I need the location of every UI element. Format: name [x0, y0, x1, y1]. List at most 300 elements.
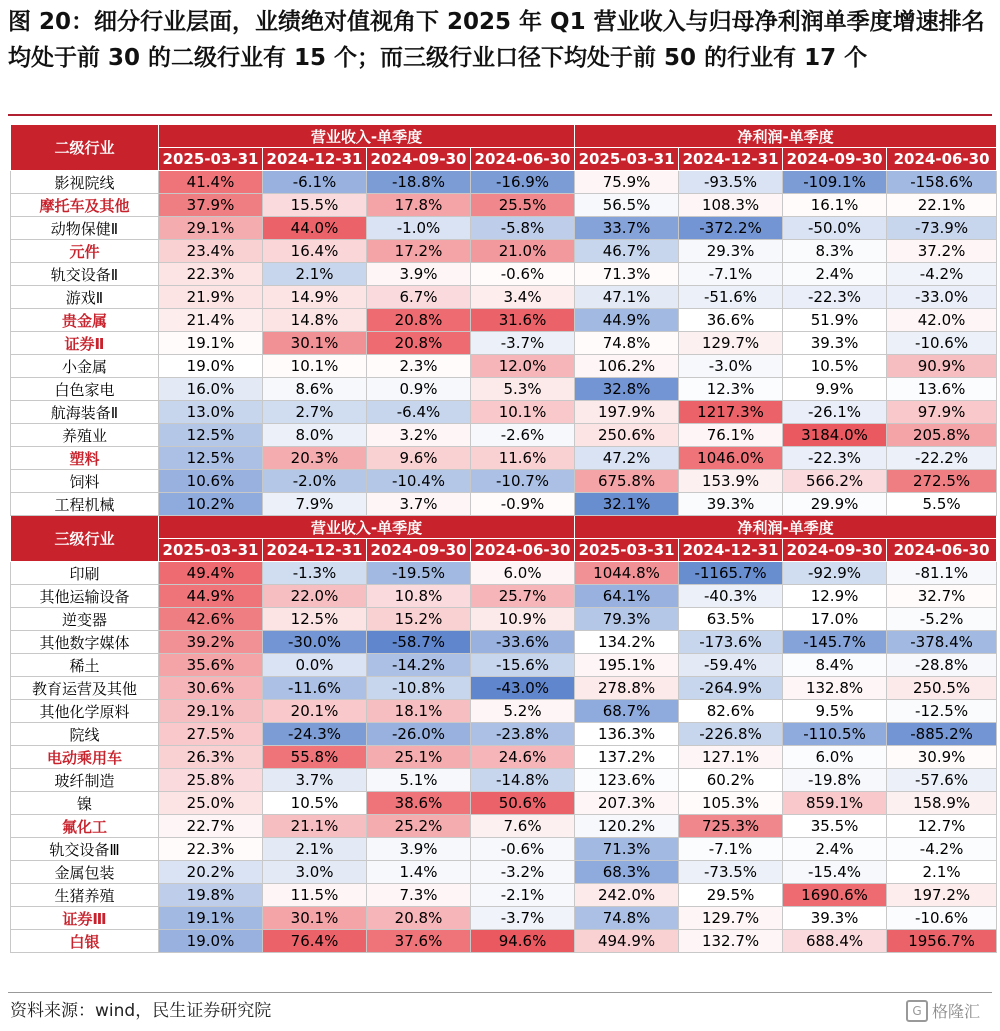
profit-growth-cell: 6.0% [783, 746, 887, 769]
profit-growth-cell: -1165.7% [679, 562, 783, 585]
revenue-growth-cell: 37.6% [367, 930, 471, 953]
industry-name: 其他化学原料 [11, 700, 159, 723]
profit-growth-cell: 158.9% [887, 792, 997, 815]
revenue-growth-cell: 25.7% [471, 585, 575, 608]
table-row [11, 769, 997, 792]
table-row [11, 677, 997, 700]
revenue-growth-cell: -5.8% [471, 217, 575, 240]
revenue-growth-cell: 5.1% [367, 769, 471, 792]
revenue-growth-cell: 13.0% [159, 401, 263, 424]
industry-name: 教育运营及其他 [11, 677, 159, 700]
profit-growth-cell: 51.9% [783, 309, 887, 332]
revenue-growth-cell: 9.6% [367, 447, 471, 470]
revenue-growth-cell: -3.2% [471, 861, 575, 884]
revenue-growth-cell: 2.1% [263, 263, 367, 286]
profit-growth-cell: 137.2% [575, 746, 679, 769]
revenue-growth-cell: -14.8% [471, 769, 575, 792]
profit-growth-cell: 566.2% [783, 470, 887, 493]
profit-growth-cell: 250.5% [887, 677, 997, 700]
industry-name: 影视院线 [11, 171, 159, 194]
profit-growth-cell: 42.0% [887, 309, 997, 332]
industry-name: 工程机械 [11, 493, 159, 516]
profit-growth-cell: 32.8% [575, 378, 679, 401]
profit-growth-cell: 60.2% [679, 769, 783, 792]
table-row [11, 815, 997, 838]
revenue-growth-cell: 76.4% [263, 930, 367, 953]
profit-growth-cell: -51.6% [679, 286, 783, 309]
table-row [11, 700, 997, 723]
revenue-growth-cell: 19.0% [159, 355, 263, 378]
profit-growth-cell: 32.1% [575, 493, 679, 516]
profit-growth-cell: 39.3% [783, 332, 887, 355]
revenue-growth-cell: 10.2% [159, 493, 263, 516]
revenue-growth-cell: -10.7% [471, 470, 575, 493]
table-row [11, 792, 997, 815]
profit-growth-cell: 10.5% [783, 355, 887, 378]
revenue-growth-cell: 21.1% [263, 815, 367, 838]
profit-growth-cell: 1046.0% [679, 447, 783, 470]
profit-growth-cell: -12.5% [887, 700, 997, 723]
revenue-growth-cell: 25.2% [367, 815, 471, 838]
table-row [11, 240, 997, 263]
revenue-growth-cell: 39.2% [159, 631, 263, 654]
profit-growth-cell: 12.9% [783, 585, 887, 608]
revenue-growth-cell: 2.1% [263, 838, 367, 861]
industry-name: 镍 [11, 792, 159, 815]
date-header: 2024-12-31 [679, 539, 783, 562]
industry-name: 航海装备Ⅱ [11, 401, 159, 424]
revenue-growth-cell: -3.7% [471, 332, 575, 355]
profit-growth-cell: -73.9% [887, 217, 997, 240]
profit-growth-cell: 17.0% [783, 608, 887, 631]
profit-growth-cell: 39.3% [679, 493, 783, 516]
revenue-growth-cell: 20.1% [263, 700, 367, 723]
industry-name: 院线 [11, 723, 159, 746]
revenue-growth-cell: 3.9% [367, 838, 471, 861]
revenue-growth-cell: 8.6% [263, 378, 367, 401]
revenue-growth-cell: 22.3% [159, 263, 263, 286]
watermark [906, 999, 980, 1022]
revenue-growth-cell: 94.6% [471, 930, 575, 953]
revenue-growth-cell: 35.6% [159, 654, 263, 677]
profit-growth-cell: 1217.3% [679, 401, 783, 424]
revenue-growth-cell: 21.4% [159, 309, 263, 332]
profit-growth-cell: 29.9% [783, 493, 887, 516]
table-row [11, 401, 997, 424]
profit-growth-cell: -59.4% [679, 654, 783, 677]
profit-growth-cell: 1044.8% [575, 562, 679, 585]
table-row [11, 378, 997, 401]
profit-growth-cell: 725.3% [679, 815, 783, 838]
revenue-growth-cell: -15.6% [471, 654, 575, 677]
revenue-growth-cell: 7.9% [263, 493, 367, 516]
profit-growth-cell: 29.3% [679, 240, 783, 263]
watermark-text: 格隆汇 [931, 1002, 980, 1021]
industry-name: 玻纤制造 [11, 769, 159, 792]
revenue-growth-cell: 30.1% [263, 907, 367, 930]
revenue-growth-cell: 25.0% [159, 792, 263, 815]
profit-growth-cell: -10.6% [887, 332, 997, 355]
profit-growth-cell: -4.2% [887, 838, 997, 861]
revenue-growth-cell: 1.4% [367, 861, 471, 884]
table-row [11, 286, 997, 309]
profit-growth-cell: 153.9% [679, 470, 783, 493]
industry-name: 元件 [11, 240, 159, 263]
profit-growth-cell: 1956.7% [887, 930, 997, 953]
revenue-growth-cell: -2.1% [471, 884, 575, 907]
profit-growth-cell: 71.3% [575, 263, 679, 286]
profit-growth-cell: -22.3% [783, 447, 887, 470]
industry-name: 印刷 [11, 562, 159, 585]
profit-growth-cell: 32.7% [887, 585, 997, 608]
date-header: 2024-06-30 [471, 148, 575, 171]
profit-growth-cell: 8.3% [783, 240, 887, 263]
profit-growth-cell: -50.0% [783, 217, 887, 240]
profit-growth-cell: 2.1% [887, 861, 997, 884]
revenue-growth-cell: -18.8% [367, 171, 471, 194]
revenue-growth-cell: 5.3% [471, 378, 575, 401]
profit-growth-cell: 5.5% [887, 493, 997, 516]
date-header: 2024-09-30 [783, 539, 887, 562]
revenue-growth-cell: 11.5% [263, 884, 367, 907]
revenue-growth-cell: 3.0% [263, 861, 367, 884]
profit-growth-cell: -264.9% [679, 677, 783, 700]
date-header: 2024-12-31 [263, 148, 367, 171]
revenue-growth-cell: -10.4% [367, 470, 471, 493]
section-label: 三级行业 [11, 516, 159, 562]
revenue-growth-cell: 38.6% [367, 792, 471, 815]
revenue-growth-cell: 12.5% [263, 608, 367, 631]
revenue-growth-cell: 19.8% [159, 884, 263, 907]
profit-growth-cell: 56.5% [575, 194, 679, 217]
profit-growth-cell: 47.1% [575, 286, 679, 309]
revenue-growth-cell: 10.1% [263, 355, 367, 378]
profit-growth-cell: -110.5% [783, 723, 887, 746]
revenue-growth-cell: -6.4% [367, 401, 471, 424]
revenue-growth-cell: 0.0% [263, 654, 367, 677]
profit-growth-cell: -57.6% [887, 769, 997, 792]
industry-name: 逆变器 [11, 608, 159, 631]
profit-growth-cell: -22.2% [887, 447, 997, 470]
profit-growth-cell: -109.1% [783, 171, 887, 194]
table-row [11, 608, 997, 631]
industry-name: 其他运输设备 [11, 585, 159, 608]
profit-growth-cell: 36.6% [679, 309, 783, 332]
revenue-growth-cell: 10.1% [471, 401, 575, 424]
revenue-growth-cell: 37.9% [159, 194, 263, 217]
revenue-growth-cell: 29.1% [159, 217, 263, 240]
table-row [11, 585, 997, 608]
profit-growth-cell: 132.8% [783, 677, 887, 700]
table-row [11, 746, 997, 769]
revenue-growth-cell: -19.5% [367, 562, 471, 585]
revenue-growth-cell: 23.4% [159, 240, 263, 263]
source-note: 资料来源：wind，民生证券研究院 [10, 1001, 272, 1021]
revenue-growth-cell: 2.7% [263, 401, 367, 424]
revenue-growth-cell: 10.8% [367, 585, 471, 608]
revenue-growth-cell: -26.0% [367, 723, 471, 746]
profit-growth-cell: 12.3% [679, 378, 783, 401]
revenue-growth-cell: 22.0% [263, 585, 367, 608]
profit-growth-cell: -19.8% [783, 769, 887, 792]
profit-growth-cell: 74.8% [575, 907, 679, 930]
profit-growth-cell: 68.7% [575, 700, 679, 723]
industry-name: 饲料 [11, 470, 159, 493]
profit-growth-cell: 197.2% [887, 884, 997, 907]
revenue-growth-cell: -14.2% [367, 654, 471, 677]
watermark-logo-icon: G [906, 1000, 928, 1022]
profit-growth-cell: 278.8% [575, 677, 679, 700]
profit-growth-cell: 242.0% [575, 884, 679, 907]
profit-growth-cell: 74.8% [575, 332, 679, 355]
industry-name: 动物保健Ⅱ [11, 217, 159, 240]
table-row [11, 447, 997, 470]
date-header: 2024-12-31 [679, 148, 783, 171]
industry-growth-table [10, 124, 997, 953]
revenue-growth-cell: 16.0% [159, 378, 263, 401]
profit-growth-cell: -10.6% [887, 907, 997, 930]
section-header-row [11, 125, 997, 148]
profit-growth-cell: 29.5% [679, 884, 783, 907]
table-row [11, 930, 997, 953]
industry-name: 轨交设备Ⅱ [11, 263, 159, 286]
profit-growth-cell: 2.4% [783, 838, 887, 861]
profit-growth-cell: 2.4% [783, 263, 887, 286]
profit-growth-cell: 37.2% [887, 240, 997, 263]
date-header: 2025-03-31 [159, 148, 263, 171]
revenue-growth-cell: 17.2% [367, 240, 471, 263]
revenue-growth-cell: 17.8% [367, 194, 471, 217]
revenue-growth-cell: 25.1% [367, 746, 471, 769]
table-row [11, 907, 997, 930]
profit-growth-cell: 8.4% [783, 654, 887, 677]
revenue-growth-cell: 20.8% [367, 907, 471, 930]
revenue-growth-cell: -24.3% [263, 723, 367, 746]
revenue-group-header: 营业收入-单季度 [159, 125, 575, 148]
profit-growth-cell: -158.6% [887, 171, 997, 194]
date-header: 2024-09-30 [367, 539, 471, 562]
profit-growth-cell: 71.3% [575, 838, 679, 861]
revenue-growth-cell: 12.5% [159, 424, 263, 447]
industry-name: 电动乘用车 [11, 746, 159, 769]
revenue-growth-cell: -2.0% [263, 470, 367, 493]
table-row [11, 263, 997, 286]
profit-growth-cell: 105.3% [679, 792, 783, 815]
industry-name: 贵金属 [11, 309, 159, 332]
industry-name: 轨交设备Ⅲ [11, 838, 159, 861]
profit-growth-cell: 272.5% [887, 470, 997, 493]
profit-growth-cell: -4.2% [887, 263, 997, 286]
date-header-row [11, 148, 997, 171]
revenue-growth-cell: 14.9% [263, 286, 367, 309]
revenue-growth-cell: 30.6% [159, 677, 263, 700]
profit-growth-cell: 123.6% [575, 769, 679, 792]
revenue-growth-cell: 44.9% [159, 585, 263, 608]
revenue-growth-cell: 10.6% [159, 470, 263, 493]
revenue-growth-cell: -6.1% [263, 171, 367, 194]
profit-growth-cell: 108.3% [679, 194, 783, 217]
revenue-growth-cell: -58.7% [367, 631, 471, 654]
revenue-growth-cell: 29.1% [159, 700, 263, 723]
profit-growth-cell: -22.3% [783, 286, 887, 309]
profit-growth-cell: 120.2% [575, 815, 679, 838]
revenue-growth-cell: 30.1% [263, 332, 367, 355]
profit-growth-cell: 75.9% [575, 171, 679, 194]
profit-growth-cell: 79.3% [575, 608, 679, 631]
table-row [11, 355, 997, 378]
profit-growth-cell: -15.4% [783, 861, 887, 884]
profit-growth-cell: 97.9% [887, 401, 997, 424]
profit-growth-cell: 68.3% [575, 861, 679, 884]
industry-name: 氟化工 [11, 815, 159, 838]
industry-name: 白银 [11, 930, 159, 953]
profit-growth-cell: 205.8% [887, 424, 997, 447]
revenue-growth-cell: 10.5% [263, 792, 367, 815]
profit-growth-cell: 207.3% [575, 792, 679, 815]
industry-name: 稀土 [11, 654, 159, 677]
revenue-group-header: 营业收入-单季度 [159, 516, 575, 539]
revenue-growth-cell: 21.9% [159, 286, 263, 309]
footer-divider [8, 992, 992, 993]
profit-growth-cell: -81.1% [887, 562, 997, 585]
revenue-growth-cell: -2.6% [471, 424, 575, 447]
table-row [11, 217, 997, 240]
revenue-growth-cell: 5.2% [471, 700, 575, 723]
table-row [11, 723, 997, 746]
revenue-growth-cell: 20.8% [367, 309, 471, 332]
revenue-growth-cell: 14.8% [263, 309, 367, 332]
profit-growth-cell: 13.6% [887, 378, 997, 401]
revenue-growth-cell: 44.0% [263, 217, 367, 240]
section-header-row [11, 516, 997, 539]
title-divider [8, 114, 992, 116]
profit-growth-cell: 63.5% [679, 608, 783, 631]
revenue-growth-cell: 19.1% [159, 332, 263, 355]
profit-growth-cell: -7.1% [679, 263, 783, 286]
profit-growth-cell: 106.2% [575, 355, 679, 378]
table-row [11, 332, 997, 355]
revenue-growth-cell: 24.6% [471, 746, 575, 769]
industry-name: 金属包装 [11, 861, 159, 884]
profit-growth-cell: 33.7% [575, 217, 679, 240]
table-row [11, 309, 997, 332]
revenue-growth-cell: 55.8% [263, 746, 367, 769]
date-header: 2024-09-30 [367, 148, 471, 171]
profit-growth-cell: 1690.6% [783, 884, 887, 907]
date-header: 2024-12-31 [263, 539, 367, 562]
revenue-growth-cell: 7.6% [471, 815, 575, 838]
industry-name: 摩托车及其他 [11, 194, 159, 217]
profit-growth-cell: -7.1% [679, 838, 783, 861]
table-row [11, 470, 997, 493]
revenue-growth-cell: -33.6% [471, 631, 575, 654]
profit-growth-cell: 22.1% [887, 194, 997, 217]
revenue-growth-cell: -1.0% [367, 217, 471, 240]
industry-name: 生猪养殖 [11, 884, 159, 907]
industry-name: 养殖业 [11, 424, 159, 447]
profit-growth-cell: -885.2% [887, 723, 997, 746]
profit-growth-cell: 90.9% [887, 355, 997, 378]
industry-name: 白色家电 [11, 378, 159, 401]
profit-growth-cell: -3.0% [679, 355, 783, 378]
table-row [11, 171, 997, 194]
date-header: 2024-09-30 [783, 148, 887, 171]
revenue-growth-cell: 20.2% [159, 861, 263, 884]
date-header: 2024-06-30 [887, 148, 997, 171]
revenue-growth-cell: 21.0% [471, 240, 575, 263]
revenue-growth-cell: 19.1% [159, 907, 263, 930]
revenue-growth-cell: 3.2% [367, 424, 471, 447]
profit-growth-cell: -372.2% [679, 217, 783, 240]
profit-growth-cell: 47.2% [575, 447, 679, 470]
profit-growth-cell: 134.2% [575, 631, 679, 654]
table-row [11, 194, 997, 217]
revenue-growth-cell: 18.1% [367, 700, 471, 723]
revenue-growth-cell: 31.6% [471, 309, 575, 332]
profit-growth-cell: 9.5% [783, 700, 887, 723]
profit-growth-cell: -28.8% [887, 654, 997, 677]
industry-name: 游戏Ⅱ [11, 286, 159, 309]
table-row [11, 631, 997, 654]
table-row [11, 562, 997, 585]
table-row [11, 884, 997, 907]
revenue-growth-cell: -11.6% [263, 677, 367, 700]
date-header: 2025-03-31 [575, 539, 679, 562]
revenue-growth-cell: 20.8% [367, 332, 471, 355]
revenue-growth-cell: 6.0% [471, 562, 575, 585]
profit-growth-cell: -92.9% [783, 562, 887, 585]
revenue-growth-cell: -1.3% [263, 562, 367, 585]
profit-growth-cell: 35.5% [783, 815, 887, 838]
profit-growth-cell: 44.9% [575, 309, 679, 332]
profit-growth-cell: -73.5% [679, 861, 783, 884]
figure-title: 图 20：细分行业层面，业绩绝对值视角下 2025 年 Q1 营业收入与归母净利润单季度增速排名均处于前 30 的二级行业有 15 个；而三级行业口径下均处于前 50 的行业有 17 个 [8, 9, 985, 71]
profit-growth-cell: 3184.0% [783, 424, 887, 447]
profit-growth-cell: 250.6% [575, 424, 679, 447]
table-row [11, 861, 997, 884]
profit-growth-cell: 30.9% [887, 746, 997, 769]
profit-growth-cell: 675.8% [575, 470, 679, 493]
revenue-growth-cell: 12.0% [471, 355, 575, 378]
revenue-growth-cell: -3.7% [471, 907, 575, 930]
revenue-growth-cell: 6.7% [367, 286, 471, 309]
revenue-growth-cell: -0.6% [471, 263, 575, 286]
industry-name: 塑料 [11, 447, 159, 470]
date-header-row [11, 539, 997, 562]
revenue-growth-cell: -30.0% [263, 631, 367, 654]
profit-growth-cell: 127.1% [679, 746, 783, 769]
revenue-growth-cell: 26.3% [159, 746, 263, 769]
revenue-growth-cell: -43.0% [471, 677, 575, 700]
revenue-growth-cell: 8.0% [263, 424, 367, 447]
revenue-growth-cell: 19.0% [159, 930, 263, 953]
table-row [11, 493, 997, 516]
revenue-growth-cell: 25.5% [471, 194, 575, 217]
profit-growth-cell: -145.7% [783, 631, 887, 654]
profit-growth-cell: 64.1% [575, 585, 679, 608]
revenue-growth-cell: 41.4% [159, 171, 263, 194]
profit-group-header: 净利润-单季度 [575, 516, 997, 539]
revenue-growth-cell: 3.7% [367, 493, 471, 516]
industry-name: 小金属 [11, 355, 159, 378]
profit-growth-cell: 9.9% [783, 378, 887, 401]
revenue-growth-cell: 3.7% [263, 769, 367, 792]
date-header: 2024-06-30 [471, 539, 575, 562]
revenue-growth-cell: 20.3% [263, 447, 367, 470]
profit-growth-cell: 859.1% [783, 792, 887, 815]
profit-growth-cell: 129.7% [679, 907, 783, 930]
profit-growth-cell: 76.1% [679, 424, 783, 447]
